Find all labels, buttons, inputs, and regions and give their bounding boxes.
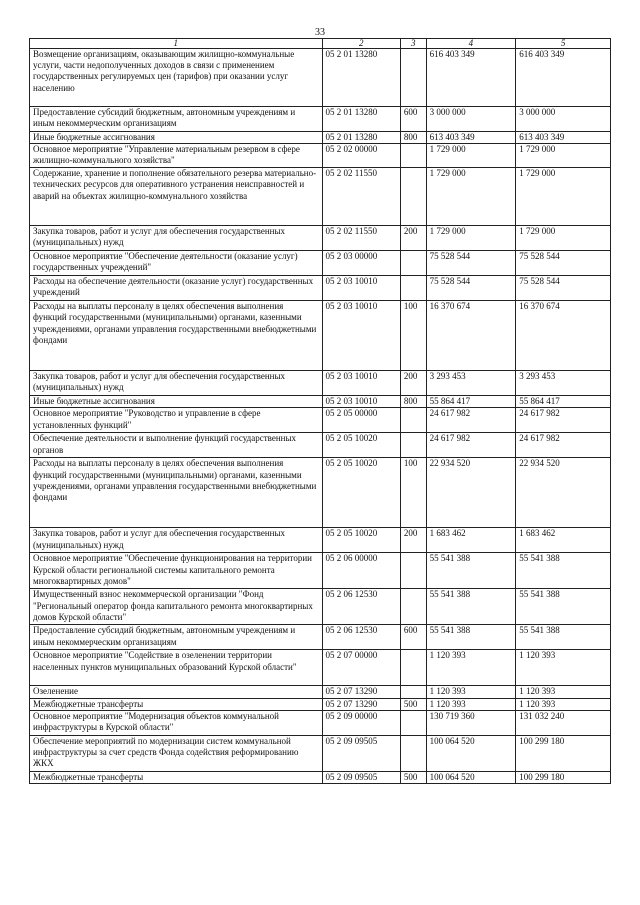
- row-name-cell: Обеспечение деятельности и выполнение функций государственных органов: [30, 433, 323, 458]
- row-amount-1-cell: 55 541 388: [426, 553, 516, 589]
- row-amount-2-cell: 100 299 180: [516, 735, 611, 771]
- table-row: [30, 686, 611, 698]
- table-row: [30, 107, 611, 132]
- table-row: [30, 625, 611, 650]
- row-amount-1-cell: 100 064 520: [426, 735, 516, 771]
- row-name-cell: Возмещение организациям, оказывающим жилищно-коммунальные услуги, части недополученных доходов в связи с применением государственных регулируемых цен (тарифов) при оказании услуг населению: [30, 49, 323, 107]
- row-amount-1-cell: 1 729 000: [426, 226, 516, 251]
- column-header-5: 5: [516, 39, 611, 49]
- table-row: [30, 144, 611, 168]
- row-amount-2-cell: 1 120 393: [516, 650, 611, 686]
- budget-table: [29, 38, 611, 784]
- row-name-cell: Закупка товаров, работ и услуг для обеспечения государственных (муниципальных) нужд: [30, 371, 323, 396]
- column-header-2: 2: [322, 39, 400, 49]
- row-amount-1-cell: 22 934 520: [426, 458, 516, 528]
- row-code-cell: 05 2 07 00000: [322, 650, 400, 686]
- row-name-cell: Основное мероприятие "Содействие в озеленении территории населенных пунктов муниципальных образований Курской области": [30, 650, 323, 686]
- column-number-row: [30, 39, 611, 49]
- row-code-cell: 05 2 05 10020: [322, 458, 400, 528]
- row-expense-type-cell: [400, 553, 426, 589]
- row-code-cell: 05 2 01 13280: [322, 49, 400, 107]
- row-amount-1-cell: 100 064 520: [426, 771, 516, 783]
- row-name-cell: Озеленение: [30, 686, 323, 698]
- row-name-cell: Предоставление субсидий бюджетным, автономным учреждениям и иным некоммерческим организациям: [30, 107, 323, 132]
- row-amount-1-cell: 613 403 349: [426, 132, 516, 144]
- row-amount-1-cell: 55 864 417: [426, 396, 516, 408]
- row-name-cell: Основное мероприятие "Руководство и управление в сфере установленных функций": [30, 408, 323, 433]
- row-amount-1-cell: 1 120 393: [426, 650, 516, 686]
- row-name-cell: Закупка товаров, работ и услуг для обеспечения государственных (муниципальных) нужд: [30, 226, 323, 251]
- row-code-cell: 05 2 03 00000: [322, 251, 400, 276]
- row-expense-type-cell: 200: [400, 528, 426, 553]
- row-name-cell: Расходы на обеспечение деятельности (оказание услуг) государственных учреждений: [30, 276, 323, 301]
- row-expense-type-cell: [400, 433, 426, 458]
- row-amount-2-cell: 75 528 544: [516, 276, 611, 301]
- row-amount-1-cell: 24 617 982: [426, 433, 516, 458]
- row-name-cell: Основное мероприятие "Обеспечение деятельности (оказание услуг) государственных учреждений": [30, 251, 323, 276]
- row-expense-type-cell: 100: [400, 458, 426, 528]
- row-amount-2-cell: 55 541 388: [516, 625, 611, 650]
- column-header-3: 3: [400, 39, 426, 49]
- row-expense-type-cell: [400, 144, 426, 168]
- row-expense-type-cell: [400, 168, 426, 226]
- row-code-cell: 05 2 07 13290: [322, 698, 400, 710]
- row-amount-2-cell: 55 541 388: [516, 589, 611, 625]
- row-amount-1-cell: 1 729 000: [426, 144, 516, 168]
- row-amount-2-cell: 75 528 544: [516, 251, 611, 276]
- row-code-cell: 05 2 09 09505: [322, 735, 400, 771]
- table-row: [30, 226, 611, 251]
- table-row: [30, 132, 611, 144]
- row-name-cell: Иные бюджетные ассигнования: [30, 396, 323, 408]
- row-amount-1-cell: 24 617 982: [426, 408, 516, 433]
- table-row: [30, 735, 611, 771]
- row-amount-1-cell: 1 729 000: [426, 168, 516, 226]
- row-amount-2-cell: 1 729 000: [516, 226, 611, 251]
- table-row: [30, 276, 611, 301]
- row-name-cell: Основное мероприятие "Обеспечение функционирования на территории Курской области региональной системы капитального ремонта многоквартирных домов": [30, 553, 323, 589]
- row-name-cell: Обеспечение мероприятий по модернизации систем коммунальной инфраструктуры за счет средств Фонда содействия реформированию ЖКХ: [30, 735, 323, 771]
- row-code-cell: 05 2 01 13280: [322, 107, 400, 132]
- table-row: [30, 458, 611, 528]
- row-name-cell: Основное мероприятие "Управление материальным резервом в сфере жилищно-коммунального хозяйства": [30, 144, 323, 168]
- column-header-4: 4: [426, 39, 516, 49]
- table-row: [30, 301, 611, 371]
- row-amount-2-cell: 3 000 000: [516, 107, 611, 132]
- table-row: [30, 371, 611, 396]
- table-row: [30, 698, 611, 710]
- row-amount-1-cell: 75 528 544: [426, 251, 516, 276]
- row-code-cell: 05 2 02 11550: [322, 168, 400, 226]
- table-row: [30, 553, 611, 589]
- row-name-cell: Расходы на выплаты персоналу в целях обеспечения выполнения функций государственными (муниципальными) органами, казенными учреждениями, органами управления государственными внебюджетными фондами: [30, 458, 323, 528]
- row-amount-2-cell: 613 403 349: [516, 132, 611, 144]
- row-code-cell: 05 2 03 10010: [322, 396, 400, 408]
- row-expense-type-cell: 800: [400, 396, 426, 408]
- row-expense-type-cell: 500: [400, 698, 426, 710]
- row-amount-1-cell: 1 120 393: [426, 698, 516, 710]
- row-amount-1-cell: 1 120 393: [426, 686, 516, 698]
- row-name-cell: Иные бюджетные ассигнования: [30, 132, 323, 144]
- row-expense-type-cell: 500: [400, 771, 426, 783]
- row-expense-type-cell: [400, 710, 426, 735]
- row-name-cell: Расходы на выплаты персоналу в целях обеспечения выполнения функций государственными (муниципальными) органами, казенными учреждениями, органами управления государственными внебюджетными фондами: [30, 301, 323, 371]
- row-code-cell: 05 2 06 12530: [322, 625, 400, 650]
- table-row: [30, 408, 611, 433]
- row-expense-type-cell: [400, 650, 426, 686]
- row-code-cell: 05 2 03 10010: [322, 371, 400, 396]
- table-row: [30, 251, 611, 276]
- row-amount-2-cell: 22 934 520: [516, 458, 611, 528]
- row-amount-1-cell: 1 683 462: [426, 528, 516, 553]
- row-amount-1-cell: 55 541 388: [426, 589, 516, 625]
- table-row: [30, 396, 611, 408]
- row-name-cell: Межбюджетные трансферты: [30, 698, 323, 710]
- table-row: [30, 710, 611, 735]
- row-amount-2-cell: 131 032 240: [516, 710, 611, 735]
- row-code-cell: 05 2 05 00000: [322, 408, 400, 433]
- row-name-cell: Закупка товаров, работ и услуг для обеспечения государственных (муниципальных) нужд: [30, 528, 323, 553]
- row-amount-1-cell: 3 000 000: [426, 107, 516, 132]
- table-row: [30, 433, 611, 458]
- row-expense-type-cell: 200: [400, 371, 426, 396]
- table-row: [30, 49, 611, 107]
- row-code-cell: 05 2 02 00000: [322, 144, 400, 168]
- row-name-cell: Межбюджетные трансферты: [30, 771, 323, 783]
- row-name-cell: Предоставление субсидий бюджетным, автономным учреждениям и иным некоммерческим организациям: [30, 625, 323, 650]
- row-code-cell: 05 2 05 10020: [322, 433, 400, 458]
- row-code-cell: 05 2 05 10020: [322, 528, 400, 553]
- row-expense-type-cell: [400, 686, 426, 698]
- row-code-cell: 05 2 06 12530: [322, 589, 400, 625]
- row-amount-2-cell: 616 403 349: [516, 49, 611, 107]
- column-header-1: 1: [30, 39, 323, 49]
- row-amount-1-cell: 616 403 349: [426, 49, 516, 107]
- page-number: 33: [315, 27, 325, 38]
- row-code-cell: 05 2 03 10010: [322, 276, 400, 301]
- row-code-cell: 05 2 09 09505: [322, 771, 400, 783]
- row-expense-type-cell: [400, 589, 426, 625]
- row-amount-2-cell: 55 864 417: [516, 396, 611, 408]
- row-code-cell: 05 2 06 00000: [322, 553, 400, 589]
- row-name-cell: Имущественный взнос некоммерческой организации "Фонд "Региональный оператор фонда капитального ремонта многоквартирных домов Курской области": [30, 589, 323, 625]
- row-name-cell: Основное мероприятие "Модернизация объектов коммунальной инфраструктуры в Курской области": [30, 710, 323, 735]
- row-expense-type-cell: 600: [400, 107, 426, 132]
- row-amount-2-cell: 24 617 982: [516, 433, 611, 458]
- table-row: [30, 168, 611, 226]
- row-expense-type-cell: [400, 49, 426, 107]
- row-amount-2-cell: 1 120 393: [516, 686, 611, 698]
- table-row: [30, 528, 611, 553]
- row-expense-type-cell: [400, 408, 426, 433]
- row-code-cell: 05 2 03 10010: [322, 301, 400, 371]
- row-expense-type-cell: 800: [400, 132, 426, 144]
- row-code-cell: 05 2 02 11550: [322, 226, 400, 251]
- row-amount-2-cell: 3 293 453: [516, 371, 611, 396]
- row-code-cell: 05 2 01 13280: [322, 132, 400, 144]
- row-amount-2-cell: 55 541 388: [516, 553, 611, 589]
- table-row: [30, 771, 611, 783]
- row-amount-2-cell: 16 370 674: [516, 301, 611, 371]
- row-amount-1-cell: 130 719 360: [426, 710, 516, 735]
- row-amount-1-cell: 16 370 674: [426, 301, 516, 371]
- table-row: [30, 650, 611, 686]
- row-code-cell: 05 2 07 13290: [322, 686, 400, 698]
- row-amount-2-cell: 1 729 000: [516, 144, 611, 168]
- row-expense-type-cell: 100: [400, 301, 426, 371]
- row-expense-type-cell: [400, 735, 426, 771]
- row-name-cell: Содержание, хранение и пополнение обязательного резерва материально-технических ресурсов для оперативного устранения неисправностей и аварий на объектах жилищно-коммунального хозяйства: [30, 168, 323, 226]
- table-row: [30, 589, 611, 625]
- row-expense-type-cell: 600: [400, 625, 426, 650]
- row-amount-2-cell: 1 729 000: [516, 168, 611, 226]
- row-amount-1-cell: 3 293 453: [426, 371, 516, 396]
- row-amount-1-cell: 75 528 544: [426, 276, 516, 301]
- row-code-cell: 05 2 09 00000: [322, 710, 400, 735]
- row-amount-1-cell: 55 541 388: [426, 625, 516, 650]
- row-expense-type-cell: 200: [400, 226, 426, 251]
- row-expense-type-cell: [400, 251, 426, 276]
- row-amount-2-cell: 24 617 982: [516, 408, 611, 433]
- row-amount-2-cell: 1 120 393: [516, 698, 611, 710]
- row-amount-2-cell: 100 299 180: [516, 771, 611, 783]
- row-amount-2-cell: 1 683 462: [516, 528, 611, 553]
- row-expense-type-cell: [400, 276, 426, 301]
